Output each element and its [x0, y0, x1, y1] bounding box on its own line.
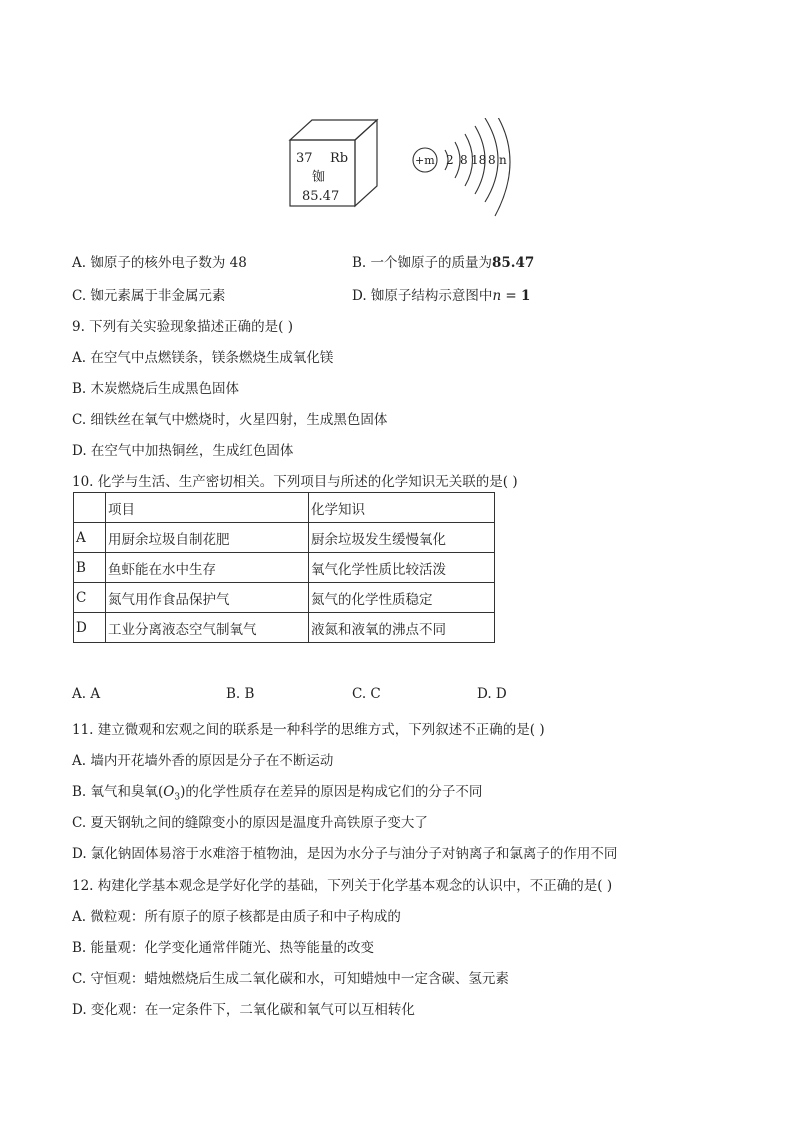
table-cell: [74, 493, 106, 523]
q10-table: [73, 492, 495, 643]
shell-2-count: 8: [460, 153, 468, 167]
table-cell: C: [74, 583, 106, 613]
table-cell: 厨余垃圾发生缓慢氧化: [309, 523, 495, 553]
q8-option-d-text: D. 铷原子结构示意图中: [352, 288, 493, 304]
q11-option-b-subscript: 3: [174, 792, 181, 803]
table-cell: B: [74, 553, 106, 583]
q8-option-d-eq: =: [501, 288, 522, 304]
q8-option-b: [352, 251, 534, 271]
q10-option-d: D. D: [477, 686, 507, 702]
q8-option-a: A. 铷原子的核外电子数为 48: [72, 255, 247, 271]
q8-option-d-val: 1: [521, 288, 531, 304]
table-row: [74, 553, 495, 583]
table-cell: 项目: [106, 493, 309, 523]
q11-option-b: [72, 780, 482, 803]
table-cell: 氧气化学性质比较活泼: [309, 553, 495, 583]
q12-option-b: B. 能量观：化学变化通常伴随光、热等能量的改变: [72, 940, 375, 956]
atomic-mass: 85.47: [302, 189, 340, 204]
shell-5-count: n: [499, 153, 507, 167]
table-row: [74, 613, 495, 643]
table-cell: 氮气的化学性质稳定: [309, 583, 495, 613]
q11-option-b-suffix: )的化学性质存在差异的原因是构成它们的分子不同: [180, 784, 483, 800]
table-cell: 鱼虾能在水中生存: [106, 553, 309, 583]
q11-option-c: C. 夏天钢轨之间的缝隙变小的原因是温度升高铁原子变大了: [72, 815, 428, 831]
q12-stem: 12. 构建化学基本观念是学好化学的基础，下列关于化学基本观念的认识中，不正确的是( ): [72, 878, 613, 894]
q10-option-b: B. B: [226, 686, 255, 702]
q11-option-b-formula: O: [163, 784, 175, 800]
table-cell: 用厨余垃圾自制花肥: [106, 523, 309, 553]
q12-option-d: D. 变化观：在一定条件下，二氧化碳和氧气可以互相转化: [72, 1002, 415, 1018]
table-header-row: [74, 493, 495, 523]
table-cell: A: [74, 523, 106, 553]
q8-option-c: C. 铷元素属于非金属元素: [72, 288, 226, 304]
shell-3-count: 18: [471, 153, 487, 167]
shell-1-count: 2: [446, 153, 454, 167]
table-cell: 化学知识: [309, 493, 495, 523]
q11-stem: 11. 建立微观和宏观之间的联系是一种科学的思维方式，下列叙述不正确的是( ): [72, 722, 545, 738]
table-cell: 工业分离液态空气制氧气: [106, 613, 309, 643]
q12-option-a: A. 微粒观：所有原子的原子核都是由质子和中子构成的: [72, 909, 401, 925]
nucleus-charge: +m: [415, 154, 435, 167]
q8-option-b-text: B. 一个铷原子的质量为: [352, 255, 493, 271]
q10-option-a: A. A: [72, 686, 101, 702]
q9-option-a: A. 在空气中点燃镁条，镁条燃烧生成氧化镁: [72, 350, 334, 366]
q8-option-d: [352, 284, 530, 304]
table-row: [74, 583, 495, 613]
table-cell: 液氮和液氧的沸点不同: [309, 613, 495, 643]
atomic-number: 37: [296, 151, 313, 166]
q11-option-d: D. 氯化钠固体易溶于水难溶于植物油，是因为水分子与油分子对钠离子和氯离子的作用不同: [72, 846, 618, 862]
q12-option-c: C. 守恒观：蜡烛燃烧后生成二氧化碳和水，可知蜡烛中一定含碳、氢元素: [72, 971, 509, 987]
q9-option-b: B. 木炭燃烧后生成黑色固体: [72, 381, 240, 397]
q9-option-d: D. 在空气中加热铜丝，生成红色固体: [72, 443, 294, 459]
shell-4-count: 8: [488, 153, 496, 167]
element-symbol: Rb: [330, 151, 349, 166]
q10-stem: 10. 化学与生活、生产密切相关。下列项目与所述的化学知识无关联的是( ): [72, 474, 518, 490]
table-cell: 氮气用作食品保护气: [106, 583, 309, 613]
q10-option-c: C. C: [352, 686, 381, 702]
table-row: [74, 523, 495, 553]
q9-option-c: C. 细铁丝在氧气中燃烧时，火星四射，生成黑色固体: [72, 412, 388, 428]
q11-option-b-prefix: B. 氧气和臭氧(: [72, 784, 164, 800]
element-name: 铷: [312, 170, 326, 185]
q8-option-d-var: n: [492, 288, 502, 304]
electron-shells: [445, 118, 510, 216]
table-cell: D: [74, 613, 106, 643]
rubidium-figure: [285, 118, 525, 223]
q8-option-b-value: 85.47: [492, 255, 535, 271]
q11-option-a: A. 墙内开花墙外香的原因是分子在不断运动: [72, 753, 334, 769]
q9-stem: 9. 下列有关实验现象描述正确的是( ): [72, 319, 293, 335]
